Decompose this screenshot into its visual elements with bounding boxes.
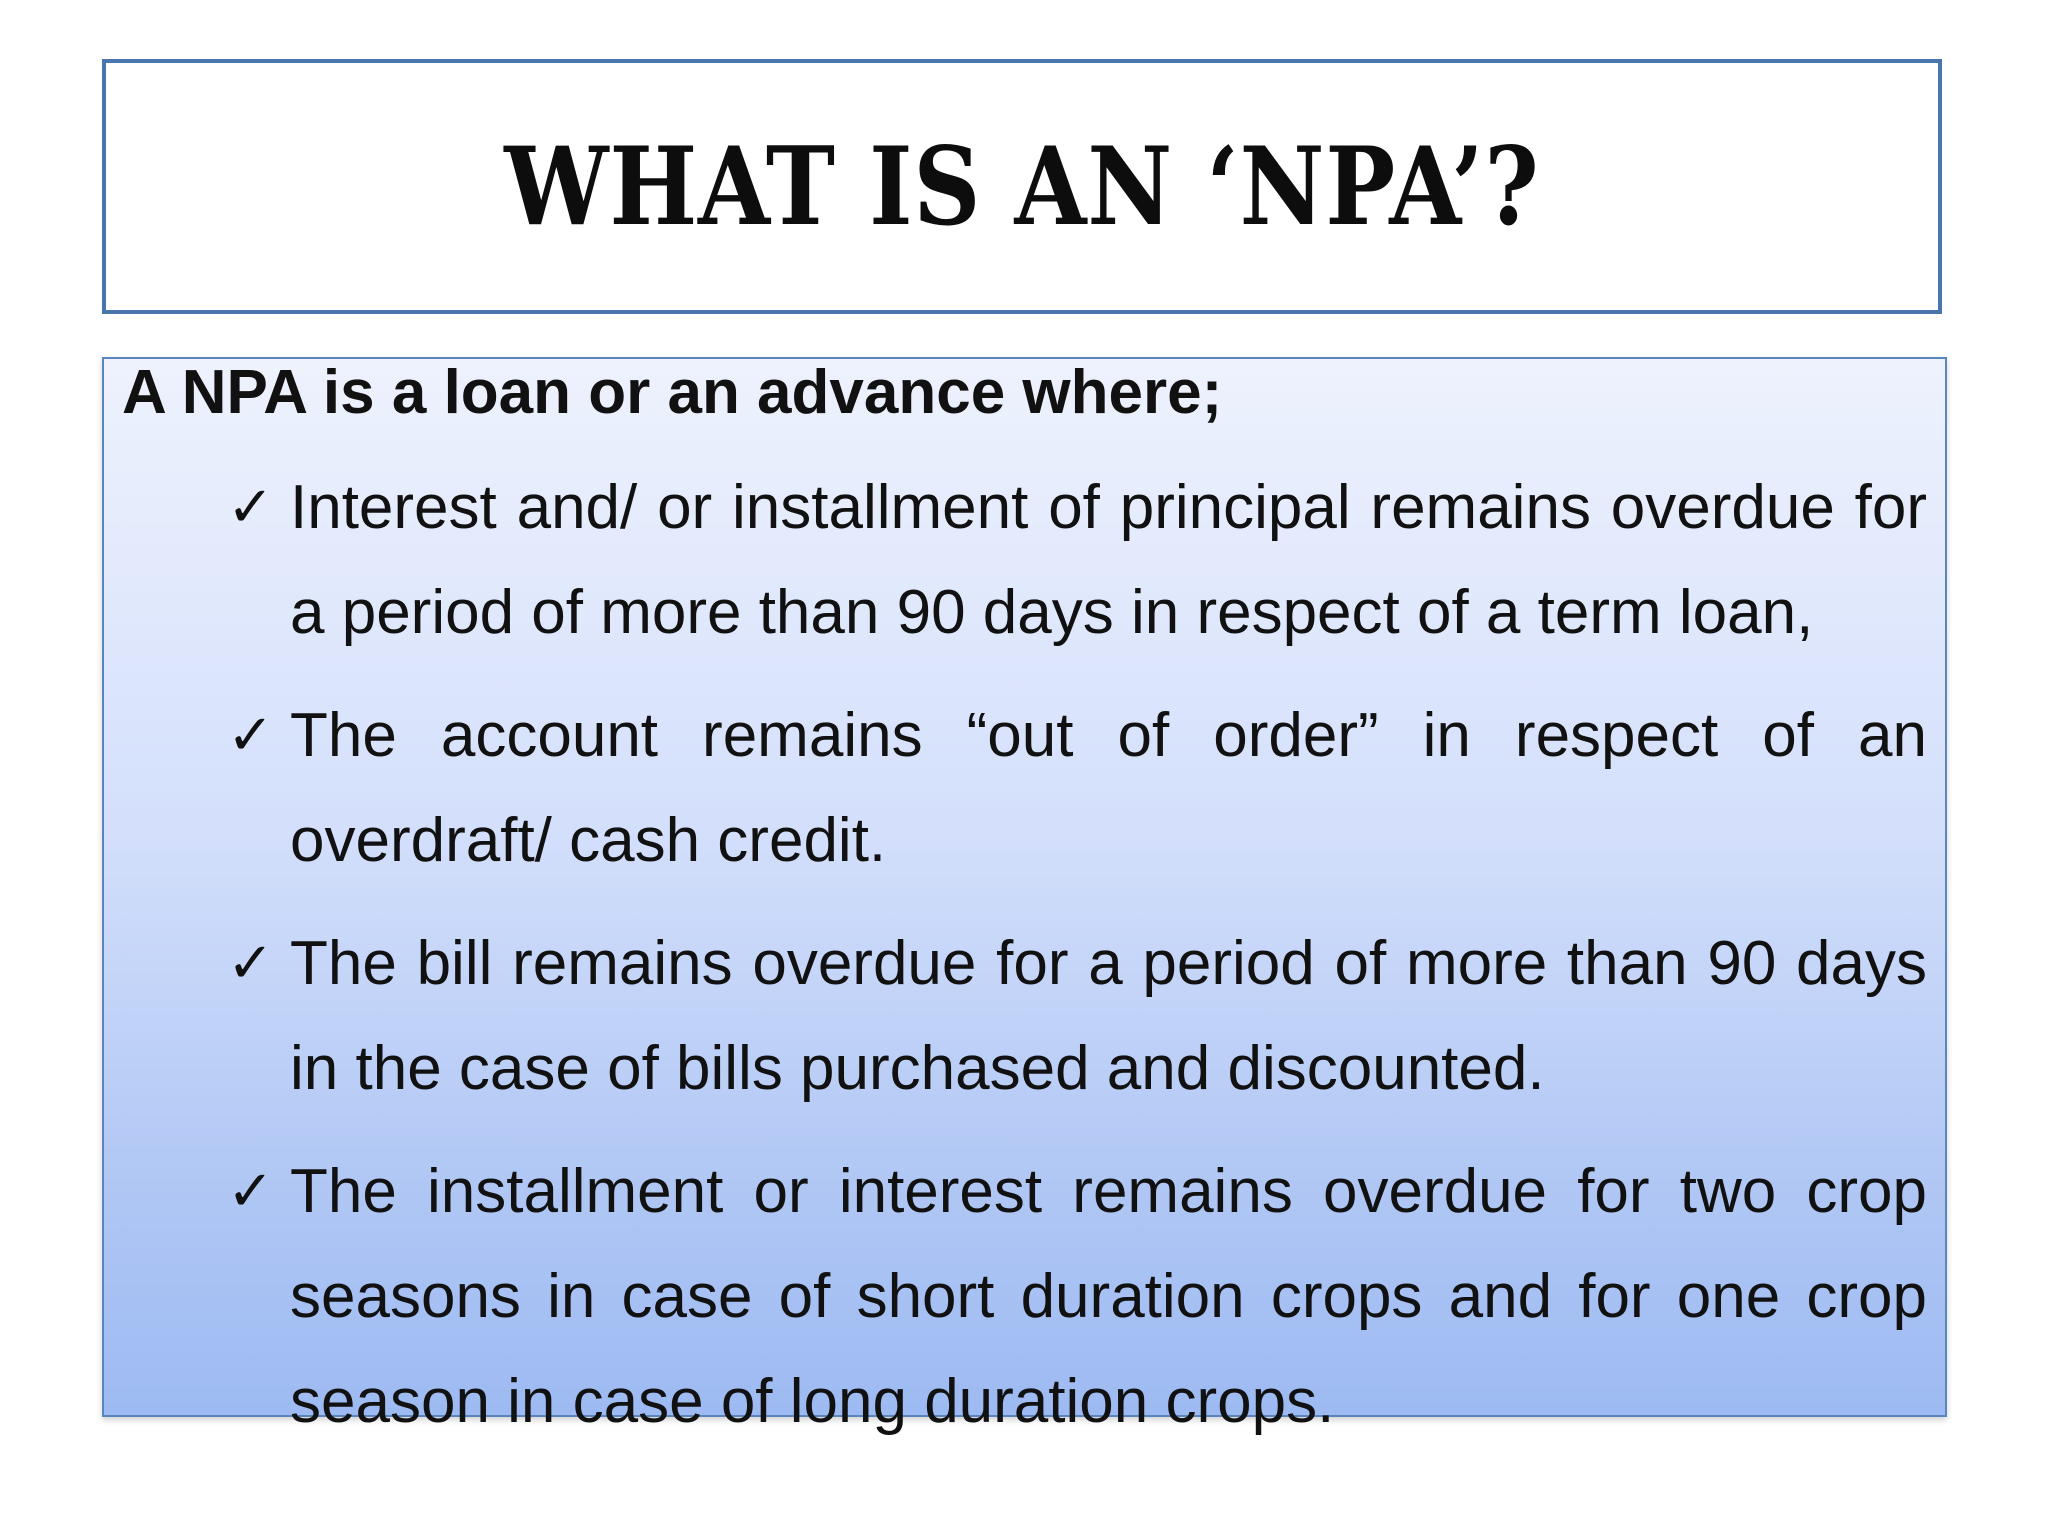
lead-text: A NPA is a loan or an advance where; (122, 358, 1223, 427)
bullet-item-3 (227, 911, 1927, 1121)
bullet-text-4: The installment or interest remains overdue for two crop seasons in case of short duration crops and for one crop season in case of long duration crops. (290, 1157, 1927, 1436)
checkmark-icon: ✓ (227, 703, 274, 768)
checkmark-icon: ✓ (227, 931, 274, 996)
checkmark-icon: ✓ (227, 475, 274, 540)
checkmark-icon: ✓ (227, 1159, 274, 1224)
bullet-item-1 (227, 455, 1927, 665)
bullet-text-2: The account remains “out of order” in respect of an overdraft/ cash credit. (290, 701, 1927, 875)
bullet-list (227, 455, 1927, 1472)
bullet-text-3: The bill remains overdue for a period of more than 90 days in the case of bills purchased and discounted. (290, 929, 1927, 1103)
slide-title: WHAT IS AN ‘NPA’? (504, 123, 1540, 250)
bullet-text-1: Interest and/ or installment of principal remains overdue for a period of more than 90 days in respect of a term loan, (290, 473, 1927, 647)
slide-content (102, 357, 1947, 1537)
bullet-item-2 (227, 683, 1927, 893)
title-box (102, 59, 1942, 314)
bullet-item-4 (227, 1139, 1927, 1454)
